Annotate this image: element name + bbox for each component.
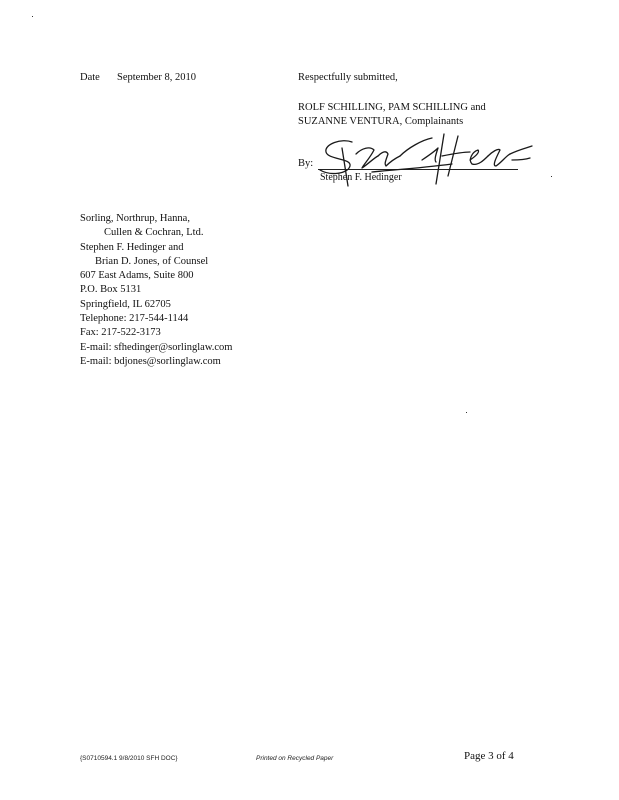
scan-speck bbox=[32, 16, 33, 17]
firm-name-line-2: Cullen & Cochran, Ltd. bbox=[104, 227, 204, 239]
parties-line-1: ROLF SCHILLING, PAM SCHILLING and bbox=[298, 102, 486, 113]
signer-name: Stephen F. Hedinger bbox=[320, 172, 402, 183]
footer-doc-id: {S0710594.1 9/8/2010 SFH DOC} bbox=[80, 755, 178, 762]
by-label: By: bbox=[298, 158, 314, 169]
po-box: P.O. Box 5131 bbox=[80, 284, 142, 296]
scan-speck bbox=[466, 412, 467, 413]
date-value: September 8, 2010 bbox=[117, 72, 197, 83]
parties-line-2: SUZANNE VENTURA, Complainants bbox=[298, 116, 464, 127]
closing-text: Respectfully submitted, bbox=[298, 72, 398, 83]
handwritten-signature bbox=[312, 130, 537, 192]
city-state-zip: Springfield, IL 62705 bbox=[80, 298, 171, 310]
firm-name-line-1: Sorling, Northrup, Hanna, bbox=[80, 213, 190, 224]
date-label: Date bbox=[80, 72, 100, 83]
counsel-line-2: Brian D. Jones, of Counsel bbox=[95, 255, 209, 267]
page-number: Page 3 of 4 bbox=[464, 750, 514, 762]
address-block bbox=[80, 212, 232, 369]
fax: Fax: 217-522-3173 bbox=[80, 327, 161, 339]
email-jones: E-mail: bdjones@sorlinglaw.com bbox=[80, 355, 221, 367]
street-address: 607 East Adams, Suite 800 bbox=[80, 270, 194, 282]
telephone: Telephone: 217-544-1144 bbox=[80, 313, 189, 325]
footer-recycled-note: Printed on Recycled Paper bbox=[256, 755, 334, 762]
email-hedinger: E-mail: sfhedinger@sorlinglaw.com bbox=[80, 341, 233, 353]
scan-speck bbox=[551, 176, 552, 177]
counsel-line-1: Stephen F. Hedinger and bbox=[80, 241, 184, 253]
